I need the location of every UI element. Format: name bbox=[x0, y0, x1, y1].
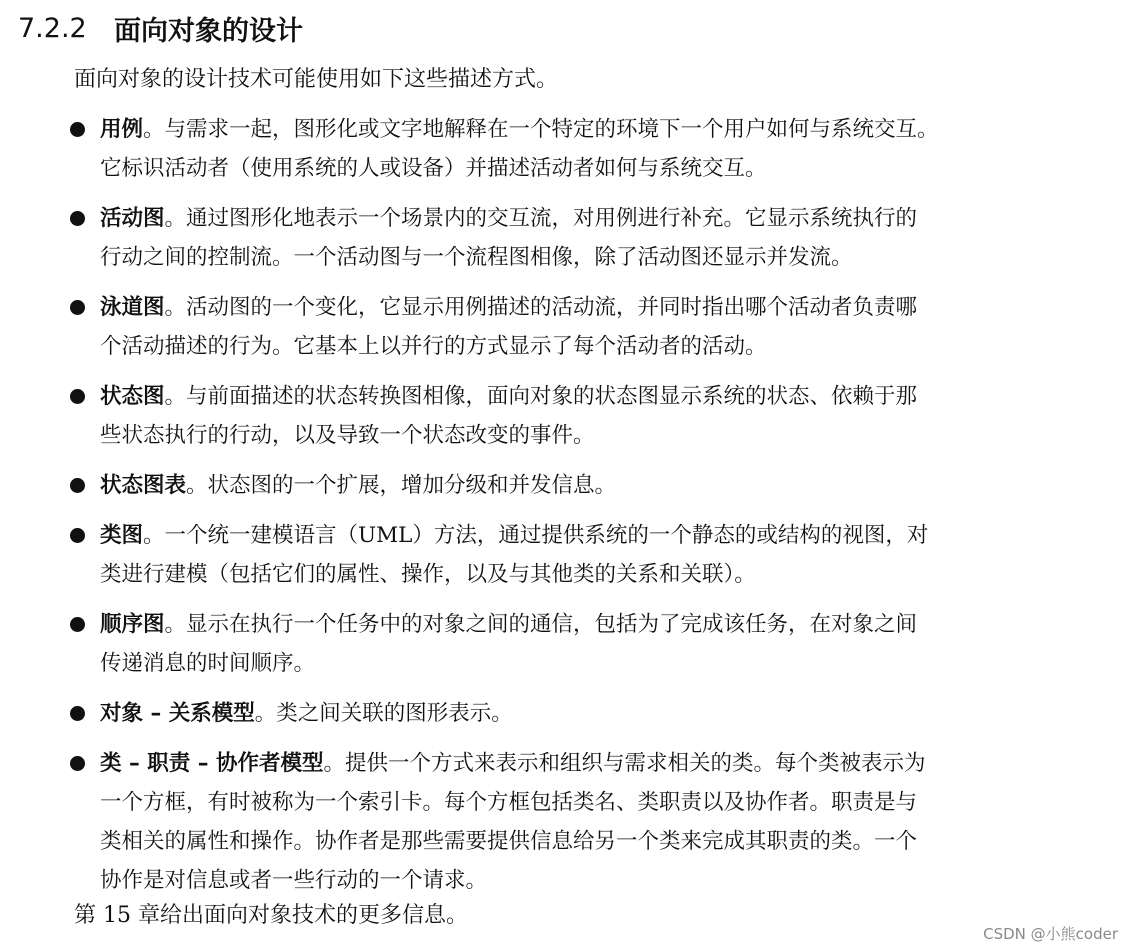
section-title: 面向对象的设计 bbox=[114, 15, 303, 47]
item-line bbox=[100, 605, 1112, 644]
watermark: CSDN @小熊coder bbox=[983, 925, 1118, 943]
item-text: 。与前面描述的状态转换图相像，面向对象的状态图显示系统的状态、依赖于那 bbox=[164, 384, 918, 409]
item-text: 。与需求一起，图形化或文字地解释在一个特定的环境下一个用户如何与系统交互。 bbox=[143, 117, 939, 142]
bullet-icon bbox=[70, 756, 85, 771]
item-term: 状态图 bbox=[100, 384, 165, 409]
bullet-icon bbox=[70, 300, 85, 315]
section-number: 7.2.2 bbox=[18, 12, 87, 44]
bullet-icon bbox=[70, 122, 85, 137]
closing-paragraph: 第 15 章给出面向对象技术的更多信息。 bbox=[74, 903, 468, 928]
item-line: 行动之间的控制流。一个活动图与一个流程图相像，除了活动图还显示并发流。 bbox=[100, 245, 853, 270]
item-line: 传递消息的时间顺序。 bbox=[100, 651, 316, 676]
list-item-activity-diagram bbox=[66, 199, 1112, 277]
bullet-icon bbox=[70, 617, 85, 632]
item-text: 。状态图的一个扩展，增加分级和并发信息。 bbox=[186, 473, 617, 498]
item-line: 它标识活动者（使用系统的人或设备）并描述活动者如何与系统交互。 bbox=[100, 156, 767, 181]
list-item-crc-model bbox=[66, 744, 1112, 900]
list-item-class-diagram bbox=[66, 516, 1112, 594]
item-line bbox=[100, 694, 1112, 733]
item-line: 个活动描述的行为。它基本上以并行的方式显示了每个活动者的活动。 bbox=[100, 334, 767, 359]
bullet-icon bbox=[70, 389, 85, 404]
item-term: 状态图表 bbox=[100, 473, 187, 498]
item-line: 类相关的属性和操作。协作者是那些需要提供信息给另一个类来完成其职责的类。一个 bbox=[100, 829, 918, 854]
item-term: 用例 bbox=[100, 117, 144, 142]
list-item-use-case bbox=[66, 110, 1112, 188]
item-line bbox=[100, 110, 1112, 149]
item-line bbox=[100, 744, 1112, 783]
bullet-icon bbox=[70, 528, 85, 543]
bullet-icon bbox=[70, 706, 85, 721]
item-term: 类图 bbox=[100, 523, 144, 548]
list-item-object-relationship-model bbox=[66, 694, 1112, 733]
item-line: 一个方框，有时被称为一个索引卡。每个方框包括类名、类职责以及协作者。职责是与 bbox=[100, 790, 918, 815]
bullet-icon bbox=[70, 478, 85, 493]
item-line bbox=[100, 288, 1112, 327]
item-text: 。一个统一建模语言（UML）方法，通过提供系统的一个静态的或结构的视图，对 bbox=[143, 523, 929, 548]
list-item-statechart bbox=[66, 466, 1112, 505]
item-line bbox=[100, 199, 1112, 238]
item-line: 协作是对信息或者一些行动的一个请求。 bbox=[100, 868, 488, 893]
item-line bbox=[100, 516, 1112, 555]
list-item-state-diagram bbox=[66, 377, 1112, 455]
intro-paragraph: 面向对象的设计技术可能使用如下这些描述方式。 bbox=[74, 67, 559, 92]
list-item-sequence-diagram bbox=[66, 605, 1112, 683]
technique-list bbox=[66, 110, 1112, 911]
item-text: 。活动图的一个变化，它显示用例描述的活动流，并同时指出哪个活动者负责哪 bbox=[164, 295, 918, 320]
item-line bbox=[100, 466, 1112, 505]
item-term: 活动图 bbox=[100, 206, 165, 231]
item-line bbox=[100, 377, 1112, 416]
item-term: 顺序图 bbox=[100, 612, 165, 637]
item-term: 对象 – 关系模型 bbox=[100, 701, 255, 726]
item-text: 。类之间关联的图形表示。 bbox=[254, 701, 513, 726]
bullet-icon bbox=[70, 211, 85, 226]
list-item-swimlane-diagram bbox=[66, 288, 1112, 366]
item-text: 。提供一个方式来表示和组织与需求相关的类。每个类被表示为 bbox=[323, 751, 926, 776]
item-line: 些状态执行的行动，以及导致一个状态改变的事件。 bbox=[100, 423, 595, 448]
section-heading bbox=[18, 8, 303, 48]
item-text: 。显示在执行一个任务中的对象之间的通信，包括为了完成该任务，在对象之间 bbox=[164, 612, 918, 637]
item-term: 类 – 职责 – 协作者模型 bbox=[100, 751, 324, 776]
item-line: 类进行建模（包括它们的属性、操作，以及与其他类的关系和关联）。 bbox=[100, 562, 756, 587]
item-text: 。通过图形化地表示一个场景内的交互流，对用例进行补充。它显示系统执行的 bbox=[164, 206, 918, 231]
item-term: 泳道图 bbox=[100, 295, 165, 320]
